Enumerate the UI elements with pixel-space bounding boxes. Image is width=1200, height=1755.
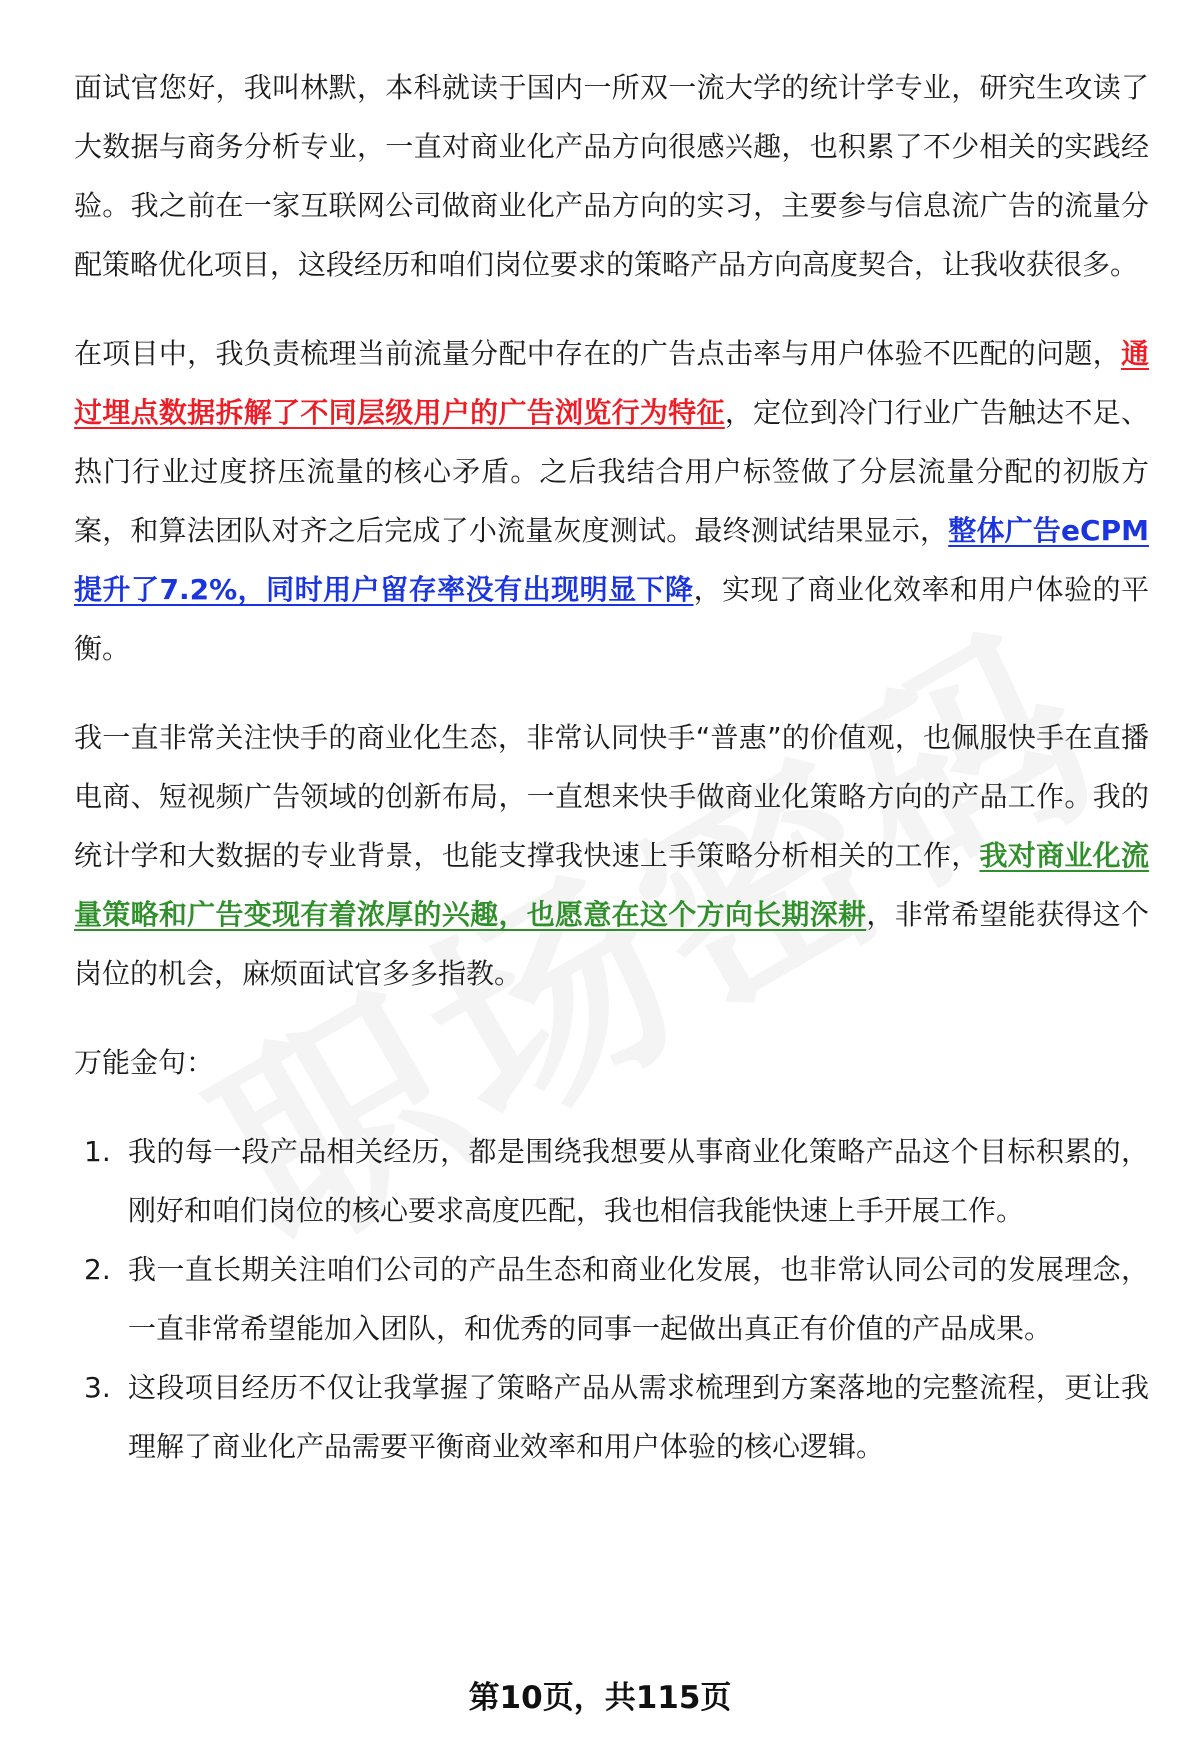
highlight-green: 我对商业化流量策略和广告变现有着浓厚的兴趣，也愿意在这个方向长期深耕 [74,839,1149,931]
list-number: 3. [84,1371,111,1404]
list-item-text: 这段项目经历不仅让我掌握了策略产品从需求梳理到方案落地的完整流程，更让我理解了商业化产品需要平衡商业效率和用户体验的核心逻辑。 [128,1371,1149,1463]
golden-sentences-title: 万能金句： [74,1046,215,1079]
list-item-text: 我的每一段产品相关经历，都是围绕我想要从事商业化策略产品这个目标积累的，刚好和咱们岗位的核心要求高度匹配，我也相信我能快速上手开展工作。 [128,1135,1149,1227]
list-item [74,1240,1149,1358]
list-item [74,1358,1149,1476]
project-text-1: 在项目中，我负责梳理当前流量分配中存在的广告点击率与用户体验不匹配的问题， [74,337,1121,370]
motivation-paragraph [74,708,1149,1003]
highlight-red: 通过埋点数据拆解了不同层级用户的广告浏览行为特征 [74,337,1149,429]
project-text-3: ，实现了商业化效率和用户体验的平衡。 [74,573,1149,665]
intro-paragraph: 面试官您好，我叫林默，本科就读于国内一所双一流大学的统计学专业，研究生攻读了大数据与商务分析专业，一直对商业化产品方向很感兴趣，也积累了不少相关的实践经验。我之前在一家互联网公司做商业化产品方向的实习，主要参与信息流广告的流量分配策略优化项目，这段经历和咱们岗位要求的策略产品方向高度契合，让我收获很多。 [74,71,1149,281]
list-item [74,1122,1149,1240]
project-paragraph [74,324,1149,678]
page-number: 第10页，共115页 [468,1680,732,1716]
list-item-text: 我一直长期关注咱们公司的产品生态和商业化发展，也非常认同公司的发展理念，一直非常希望能加入团队，和优秀的同事一起做出真正有价值的产品成果。 [128,1253,1149,1345]
document-body [74,58,1149,1476]
list-number: 1. [84,1135,111,1168]
motivation-text-1: 我一直非常关注快手的商业化生态，非常认同快手“普惠”的价值观，也佩服快手在直播电商、短视频广告领域的创新布局，一直想来快手做商业化策略方向的产品工作。我的统计学和大数据的专业背景，也能支撑我快速上手策略分析相关的工作， [74,721,1149,872]
highlight-blue: 整体广告eCPM提升了7.2%，同时用户留存率没有出现明显下降 [74,514,1149,606]
project-text-2: ，定位到冷门行业广告触达不足、热门行业过度挤压流量的核心矛盾。之后我结合用户标签做了分层流量分配的初版方案，和算法团队对齐之后完成了小流量灰度测试。最终测试结果显示， [74,396,1149,547]
motivation-text-2: ，非常希望能获得这个岗位的机会，麻烦面试官多多指教。 [74,898,1149,990]
list-number: 2. [84,1253,111,1286]
golden-sentences-list [74,1122,1149,1476]
